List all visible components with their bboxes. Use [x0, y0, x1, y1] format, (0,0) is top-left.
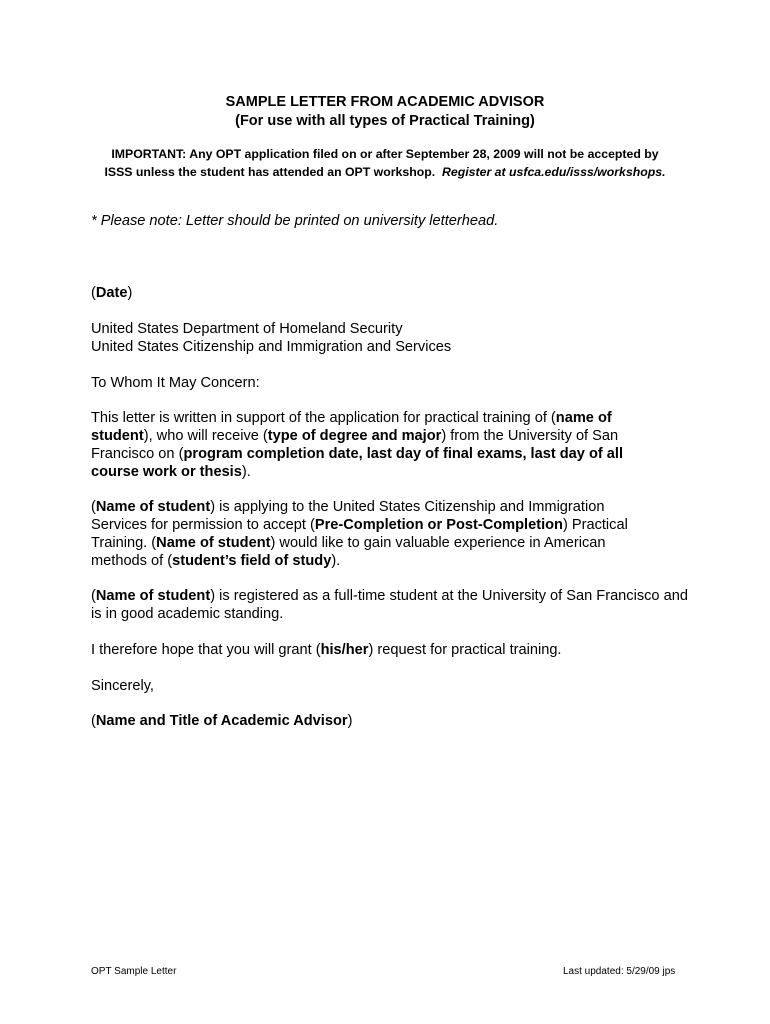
signature-placeholder: (Name and Title of Academic Advisor): [91, 713, 353, 729]
salutation: To Whom It May Concern:: [91, 375, 260, 391]
footer-title: OPT Sample Letter: [91, 966, 177, 977]
recipient-address: [91, 320, 691, 356]
closing: Sincerely,: [91, 678, 154, 694]
paragraph-2: (Name of student) is applying to the United States Citizenship and Immigration Services for permission to accept (Pre-Completion or Post-Completion) Practical Training. (Name of student) would like to gain valuable experience in American methods of (student’s field of study).: [91, 499, 628, 569]
recipient-line-2: United States Citizenship and Immigration and Services: [91, 339, 452, 355]
workshop-register-link-text: Register at usfca.edu/isss/workshops.: [442, 165, 666, 179]
important-notice: [60, 145, 710, 181]
document-title: SAMPLE LETTER FROM ACADEMIC ADVISOR: [225, 94, 545, 110]
letterhead-note: * Please note: Letter should be printed on university letterhead.: [91, 213, 499, 229]
important-line-2: ISSS unless the student has attended an OPT workshop.: [104, 165, 436, 179]
paragraph-4: I therefore hope that you will grant (his/her) request for practical training.: [91, 642, 562, 658]
paragraph-1: This letter is written in support of the application for practical training of (name of student), who will receive (type of degree and major) from the University of San Francisco on (program completion date, last day of final exams, last day of all course work or thesis).: [91, 410, 624, 480]
recipient-line-1: United States Department of Homeland Security: [91, 321, 403, 337]
paragraph-3: (Name of student) is registered as a full-time student at the University of San Francisco and is in good academic standing.: [91, 588, 688, 622]
document-subtitle: (For use with all types of Practical Training): [235, 113, 535, 129]
footer-updated: Last updated: 5/29/09 jps: [563, 966, 676, 977]
date-placeholder: (Date): [91, 285, 133, 301]
important-line-1: IMPORTANT: Any OPT application filed on or after September 28, 2009 will not be accepted by: [111, 147, 659, 161]
